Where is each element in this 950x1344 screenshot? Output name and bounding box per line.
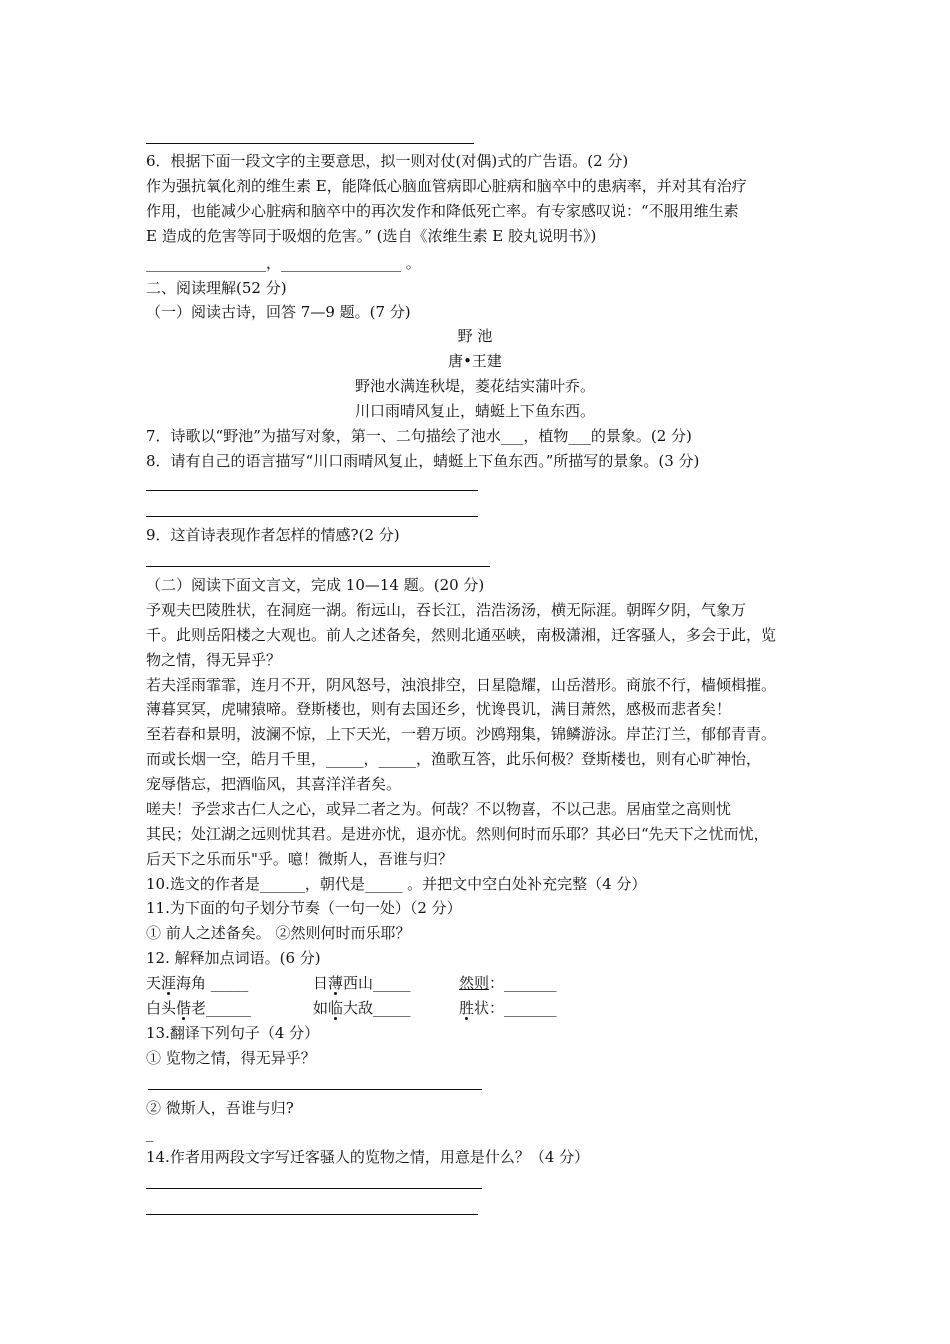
classical-line-7: 而或长烟一空，皓月千里，_____，_____，渔歌互答，此乐何极？登斯楼也，则有心旷神怡， (146, 750, 762, 768)
q12-item-b1: 日薄西山_____ (313, 974, 411, 992)
q6-passage-line-3: E 造成的危害等同于吸烟的危害。” (选自《浓维生素 E 胶丸说明书》) (146, 227, 597, 245)
q12-item-a2: 白头偕老______ (146, 999, 252, 1017)
classical-line-10: 其民；处江湖之远则忧其君。是进亦忧，退亦忧。然则何时而乐耶？其必曰“先天下之忧而忧， (146, 825, 769, 843)
q14-question: 14.作者用两段文字写迁客骚人的览物之情，用意是什么？（4 分） (146, 1148, 590, 1166)
classical-line-3: 物之情，得无异乎？ (146, 651, 282, 669)
classical-line-6: 至若春和景明，波澜不惊，上下天光，一碧万顷。沙鸥翔集，锦鳞游泳。岸芷汀兰，郁郁青青。 (146, 725, 777, 743)
underlined-word: 然则 (459, 974, 490, 992)
q8-question: 8．请有自己的语言描写“川口雨晴风复止，蜻蜓上下鱼东西。”所描写的景象。(3 分) (146, 452, 700, 470)
q13-answer-line-1[interactable] (148, 1089, 482, 1090)
emphasis-dot-char: 偕 (176, 999, 192, 1017)
q10-question: 10.选文的作者是______，朝代是_____ 。并把文中空白处补充完整（4 分） (146, 875, 647, 893)
q13-sentence-2: ② 微斯人，吾谁与归? (146, 1099, 294, 1117)
q6-question: 6．根据下面一段文字的主要意思，拟一则对仗(对偶)式的广告语。(2 分) (146, 152, 629, 170)
q6-passage-line-1: 作为强抗氧化剂的维生素 E，能降低心脑血管病即心脏病和脑卒中的患病率，并对其有治疗 (146, 177, 747, 195)
section2-title: 二、阅读理解(52 分) (146, 279, 287, 297)
classical-line-4: 若夫淫雨霏霏，连月不开，阴风怒号，浊浪排空，日星隐耀，山岳潜形。商旅不行，樯倾楫摧。 (146, 676, 777, 694)
q13-question: 13.翻译下列句子（4 分） (146, 1024, 320, 1042)
classical-line-11: 后天下之乐而乐"乎。噫！微斯人，吾谁与归？ (146, 850, 453, 868)
classical-line-5: 薄暮冥冥，虎啸猿啼。登斯楼也，则有去国还乡，忧谗畏讥，满目萧然，感极而悲者矣！ (146, 700, 732, 718)
q13-answer-dash[interactable]: _ (146, 1124, 154, 1142)
emphasis-dot-char: 胜 (459, 999, 475, 1017)
q11-question: 11.为下面的句子划分节奏（一句一处）（2 分） (146, 899, 462, 917)
q9-answer-line[interactable] (146, 566, 490, 567)
poem-title: 野 池 (457, 327, 493, 345)
poem-line-2: 川口雨晴风复止，蜻蜓上下鱼东西。 (354, 402, 595, 420)
q12-item-c2: 胜状：_______ (459, 999, 557, 1017)
emphasis-dot-char: 临 (328, 999, 344, 1017)
q6-answer-blanks[interactable]: ________________，________________ 。 (146, 254, 421, 272)
q9-question: 9．这首诗表现作者怎样的情感?(2 分) (146, 526, 400, 544)
q8-answer-line-2[interactable] (146, 516, 478, 517)
q12-item-c1: 然则：_______ (459, 974, 557, 992)
q6-passage-line-2: 作用，也能减少心脏病和脑卒中的再次发作和降低死亡率。有专家感叹说：“不服用维生素 (146, 202, 739, 220)
top-answer-line (146, 143, 474, 144)
classical-line-8: 宠辱偕忘，把酒临风，其喜洋洋者矣。 (146, 775, 402, 793)
part1-instruction: （一）阅读古诗，回答 7—9 题。(7 分) (146, 303, 411, 321)
q12-question: 12. 解释加点词语。(6 分) (146, 949, 321, 967)
part2-instruction: （二）阅读下面文言文，完成 10—14 题。(20 分) (146, 576, 485, 594)
classical-line-1: 予观夫巴陵胜状，在洞庭一湖。衔远山，吞长江，浩浩汤汤，横无际涯。朝晖夕阴，气象万 (146, 601, 747, 619)
q11-items: ① 前人之述备矣。 ②然则何时而乐耶？ (146, 924, 411, 942)
classical-line-2: 千。此则岳阳楼之大观也。前人之述备矣，然则北通巫峡，南极潇湘，迁客骚人，多会于此，览 (146, 626, 777, 644)
q14-answer-line-2[interactable] (146, 1214, 478, 1215)
q12-item-b2: 如临大敌_____ (313, 999, 411, 1017)
classical-line-9: 嗟夫！予尝求古仁人之心，或异二者之为。何哉？不以物喜，不以己悲。居庙堂之高则忧 (146, 800, 732, 818)
q14-answer-line-1[interactable] (146, 1188, 482, 1189)
q12-item-a1: 天涯海角 _____ (146, 974, 249, 992)
q7-question: 7．诗歌以“野池”为描写对象，第一、二句描绘了池水___，植物___的景象。(2 分) (146, 427, 692, 445)
q8-answer-line-1[interactable] (146, 490, 478, 491)
poem-line-1: 野池水满连秋堤，菱花结实蒲叶乔。 (354, 377, 595, 395)
poem-author: 唐•王建 (448, 352, 502, 370)
q13-sentence-1: ① 览物之情，得无异乎？ (146, 1049, 316, 1067)
emphasis-dot-char: 涯 (161, 974, 177, 992)
emphasis-dot-char: 薄 (328, 974, 344, 992)
